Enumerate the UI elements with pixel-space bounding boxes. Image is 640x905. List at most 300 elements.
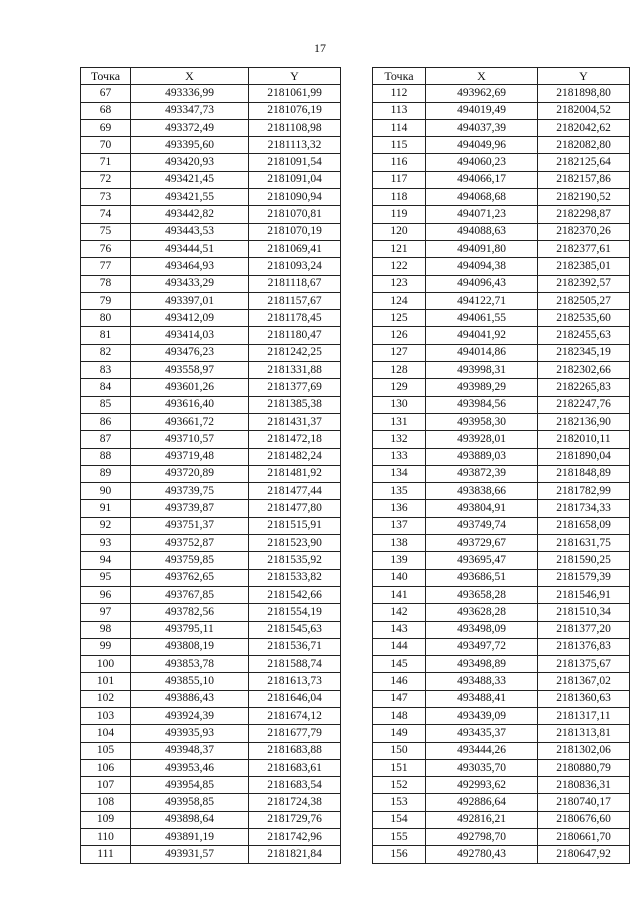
y-cell: 2181375,67 [538, 656, 630, 673]
header-x: X [131, 68, 249, 85]
point-cell: 133 [373, 448, 426, 465]
y-cell: 2181360,63 [538, 690, 630, 707]
x-cell: 493661,72 [131, 413, 249, 430]
x-cell: 494096,43 [426, 275, 538, 292]
y-cell: 2181070,81 [249, 206, 341, 223]
x-cell: 493414,03 [131, 327, 249, 344]
y-cell: 2182535,60 [538, 310, 630, 327]
point-cell: 138 [373, 535, 426, 552]
point-cell: 98 [81, 621, 131, 638]
point-cell: 82 [81, 344, 131, 361]
y-cell: 2181890,04 [538, 448, 630, 465]
x-cell: 493953,46 [131, 759, 249, 776]
x-cell: 493558,97 [131, 362, 249, 379]
point-cell: 72 [81, 171, 131, 188]
x-cell: 493498,89 [426, 656, 538, 673]
table-row [373, 725, 630, 742]
y-cell: 2181070,19 [249, 223, 341, 240]
x-cell: 494049,96 [426, 137, 538, 154]
point-cell: 136 [373, 500, 426, 517]
table-row [373, 240, 630, 257]
point-cell: 151 [373, 759, 426, 776]
y-cell: 2181683,88 [249, 742, 341, 759]
x-cell: 493616,40 [131, 396, 249, 413]
point-cell: 141 [373, 586, 426, 603]
y-cell: 2181242,25 [249, 344, 341, 361]
x-cell: 493488,41 [426, 690, 538, 707]
table-row [81, 707, 341, 724]
point-cell: 84 [81, 379, 131, 396]
x-cell: 493838,66 [426, 483, 538, 500]
table-row [373, 707, 630, 724]
x-cell: 493421,55 [131, 189, 249, 206]
table-row [81, 759, 341, 776]
y-cell: 2181674,12 [249, 707, 341, 724]
x-cell: 493435,37 [426, 725, 538, 742]
point-cell: 146 [373, 673, 426, 690]
x-cell: 493397,01 [131, 292, 249, 309]
y-cell: 2181848,89 [538, 465, 630, 482]
table-row [81, 137, 341, 154]
page-number: 17 [314, 41, 326, 55]
table-row [81, 379, 341, 396]
point-cell: 119 [373, 206, 426, 223]
point-cell: 126 [373, 327, 426, 344]
x-cell: 493601,26 [131, 379, 249, 396]
table-row [373, 604, 630, 621]
y-cell: 2181385,38 [249, 396, 341, 413]
x-cell: 494068,68 [426, 189, 538, 206]
x-cell: 493931,57 [131, 846, 249, 863]
y-cell: 2181631,75 [538, 535, 630, 552]
y-cell: 2181510,34 [538, 604, 630, 621]
point-cell: 69 [81, 119, 131, 136]
point-cell: 96 [81, 586, 131, 603]
y-cell: 2181108,98 [249, 119, 341, 136]
y-cell: 2181677,79 [249, 725, 341, 742]
point-cell: 100 [81, 656, 131, 673]
y-cell: 2181482,24 [249, 448, 341, 465]
point-cell: 78 [81, 275, 131, 292]
table-row [373, 794, 630, 811]
x-cell: 493958,85 [131, 794, 249, 811]
point-cell: 102 [81, 690, 131, 707]
x-cell: 493412,09 [131, 310, 249, 327]
y-cell: 2181477,80 [249, 500, 341, 517]
table-row [373, 189, 630, 206]
point-cell: 155 [373, 829, 426, 846]
table-row [373, 171, 630, 188]
point-cell: 91 [81, 500, 131, 517]
x-cell: 493464,93 [131, 258, 249, 275]
point-cell: 140 [373, 569, 426, 586]
y-cell: 2181683,61 [249, 759, 341, 776]
point-cell: 94 [81, 552, 131, 569]
table-row [81, 119, 341, 136]
point-cell: 147 [373, 690, 426, 707]
table-row [81, 431, 341, 448]
point-cell: 87 [81, 431, 131, 448]
x-cell: 493420,93 [131, 154, 249, 171]
header-y: Y [538, 68, 630, 85]
x-cell: 493891,19 [131, 829, 249, 846]
table-body-left [81, 85, 341, 863]
x-cell: 493372,49 [131, 119, 249, 136]
y-cell: 2182385,01 [538, 258, 630, 275]
coordinates-table-left [80, 67, 341, 864]
table-row [373, 656, 630, 673]
table-row [81, 448, 341, 465]
point-cell: 104 [81, 725, 131, 742]
point-cell: 115 [373, 137, 426, 154]
y-cell: 2182377,61 [538, 240, 630, 257]
x-cell: 494019,49 [426, 102, 538, 119]
point-cell: 112 [373, 85, 426, 102]
point-cell: 68 [81, 102, 131, 119]
x-cell: 493476,23 [131, 344, 249, 361]
x-cell: 493886,43 [131, 690, 249, 707]
table-row [81, 725, 341, 742]
table-row [373, 85, 630, 102]
point-cell: 132 [373, 431, 426, 448]
table-row [81, 656, 341, 673]
point-cell: 77 [81, 258, 131, 275]
table-row [81, 483, 341, 500]
y-cell: 2181376,83 [538, 638, 630, 655]
point-cell: 117 [373, 171, 426, 188]
point-cell: 121 [373, 240, 426, 257]
y-cell: 2180740,17 [538, 794, 630, 811]
table-row [373, 310, 630, 327]
point-cell: 123 [373, 275, 426, 292]
point-cell: 110 [81, 829, 131, 846]
point-cell: 150 [373, 742, 426, 759]
y-cell: 2181523,90 [249, 535, 341, 552]
y-cell: 2181546,91 [538, 586, 630, 603]
x-cell: 493808,19 [131, 638, 249, 655]
y-cell: 2181821,84 [249, 846, 341, 863]
table-row [373, 465, 630, 482]
table-row [373, 742, 630, 759]
x-cell: 494066,17 [426, 171, 538, 188]
y-cell: 2180880,79 [538, 759, 630, 776]
table-row [373, 344, 630, 361]
x-cell: 493439,09 [426, 707, 538, 724]
x-cell: 493395,60 [131, 137, 249, 154]
table-row [373, 500, 630, 517]
table-row [373, 258, 630, 275]
table-row [373, 483, 630, 500]
table-row [373, 673, 630, 690]
y-cell: 2181377,20 [538, 621, 630, 638]
header-row [373, 68, 630, 85]
point-cell: 113 [373, 102, 426, 119]
y-cell: 2182247,76 [538, 396, 630, 413]
x-cell: 493336,99 [131, 85, 249, 102]
table-row [81, 586, 341, 603]
header-x: X [426, 68, 538, 85]
table-row [373, 759, 630, 776]
point-cell: 109 [81, 811, 131, 828]
table-row [81, 102, 341, 119]
x-cell: 493433,29 [131, 275, 249, 292]
x-cell: 493962,69 [426, 85, 538, 102]
table-row [373, 327, 630, 344]
coordinates-table-right [372, 67, 630, 864]
table-row [373, 223, 630, 240]
x-cell: 494091,80 [426, 240, 538, 257]
x-cell: 493749,74 [426, 517, 538, 534]
y-cell: 2181481,92 [249, 465, 341, 482]
x-cell: 493898,64 [131, 811, 249, 828]
y-cell: 2181069,41 [249, 240, 341, 257]
table-row [373, 621, 630, 638]
table-row [373, 846, 630, 863]
table-row [373, 448, 630, 465]
table-row [81, 275, 341, 292]
x-cell: 493958,30 [426, 413, 538, 430]
y-cell: 2182455,63 [538, 327, 630, 344]
x-cell: 493497,72 [426, 638, 538, 655]
table-row [81, 396, 341, 413]
x-cell: 493686,51 [426, 569, 538, 586]
point-cell: 85 [81, 396, 131, 413]
point-cell: 128 [373, 362, 426, 379]
table-row [373, 396, 630, 413]
y-cell: 2181061,99 [249, 85, 341, 102]
table-row [373, 206, 630, 223]
x-cell: 493751,37 [131, 517, 249, 534]
point-cell: 130 [373, 396, 426, 413]
point-cell: 90 [81, 483, 131, 500]
y-cell: 2182505,27 [538, 292, 630, 309]
y-cell: 2181076,19 [249, 102, 341, 119]
x-cell: 494041,92 [426, 327, 538, 344]
point-cell: 73 [81, 189, 131, 206]
table-row [81, 327, 341, 344]
y-cell: 2181091,04 [249, 171, 341, 188]
x-cell: 493752,87 [131, 535, 249, 552]
x-cell: 494088,63 [426, 223, 538, 240]
y-cell: 2181477,44 [249, 483, 341, 500]
table-row [81, 552, 341, 569]
x-cell: 493954,85 [131, 777, 249, 794]
y-cell: 2180836,31 [538, 777, 630, 794]
x-cell: 493710,57 [131, 431, 249, 448]
point-cell: 75 [81, 223, 131, 240]
y-cell: 2181313,81 [538, 725, 630, 742]
point-cell: 137 [373, 517, 426, 534]
point-cell: 120 [373, 223, 426, 240]
point-cell: 81 [81, 327, 131, 344]
table-row [81, 569, 341, 586]
table-row [81, 223, 341, 240]
point-cell: 76 [81, 240, 131, 257]
table-row [373, 638, 630, 655]
y-cell: 2182345,19 [538, 344, 630, 361]
x-cell: 493739,87 [131, 500, 249, 517]
table-row [81, 292, 341, 309]
header-point: Точка [81, 68, 131, 85]
point-cell: 79 [81, 292, 131, 309]
y-cell: 2181367,02 [538, 673, 630, 690]
table-row [81, 85, 341, 102]
x-cell: 493889,03 [426, 448, 538, 465]
point-cell: 70 [81, 137, 131, 154]
y-cell: 2181180,47 [249, 327, 341, 344]
table-row [81, 171, 341, 188]
x-cell: 493984,56 [426, 396, 538, 413]
y-cell: 2182042,62 [538, 119, 630, 136]
header-y: Y [249, 68, 341, 85]
header-point: Точка [373, 68, 426, 85]
table-row [373, 431, 630, 448]
point-cell: 153 [373, 794, 426, 811]
point-cell: 122 [373, 258, 426, 275]
table-row [373, 275, 630, 292]
y-cell: 2182370,26 [538, 223, 630, 240]
table-row [81, 344, 341, 361]
point-cell: 105 [81, 742, 131, 759]
table-row [81, 829, 341, 846]
x-cell: 493935,93 [131, 725, 249, 742]
x-cell: 494094,38 [426, 258, 538, 275]
x-cell: 494014,86 [426, 344, 538, 361]
x-cell: 494060,23 [426, 154, 538, 171]
table-row [81, 621, 341, 638]
x-cell: 493759,85 [131, 552, 249, 569]
x-cell: 492816,21 [426, 811, 538, 828]
table-row [373, 379, 630, 396]
y-cell: 2181157,67 [249, 292, 341, 309]
y-cell: 2181646,04 [249, 690, 341, 707]
x-cell: 493853,78 [131, 656, 249, 673]
point-cell: 142 [373, 604, 426, 621]
x-cell: 494122,71 [426, 292, 538, 309]
x-cell: 493443,53 [131, 223, 249, 240]
x-cell: 493998,31 [426, 362, 538, 379]
y-cell: 2181545,63 [249, 621, 341, 638]
point-cell: 106 [81, 759, 131, 776]
x-cell: 493488,33 [426, 673, 538, 690]
point-cell: 92 [81, 517, 131, 534]
table-row [373, 362, 630, 379]
y-cell: 2181579,39 [538, 569, 630, 586]
x-cell: 493442,82 [131, 206, 249, 223]
point-cell: 93 [81, 535, 131, 552]
table-row [81, 846, 341, 863]
table-row [81, 465, 341, 482]
y-cell: 2181742,96 [249, 829, 341, 846]
y-cell: 2181898,80 [538, 85, 630, 102]
x-cell: 493762,65 [131, 569, 249, 586]
x-cell: 493498,09 [426, 621, 538, 638]
table-row [81, 240, 341, 257]
y-cell: 2180676,60 [538, 811, 630, 828]
y-cell: 2182302,66 [538, 362, 630, 379]
x-cell: 492798,70 [426, 829, 538, 846]
point-cell: 125 [373, 310, 426, 327]
point-cell: 144 [373, 638, 426, 655]
y-cell: 2181331,88 [249, 362, 341, 379]
x-cell: 493804,91 [426, 500, 538, 517]
point-cell: 71 [81, 154, 131, 171]
y-cell: 2182265,83 [538, 379, 630, 396]
point-cell: 86 [81, 413, 131, 430]
x-cell: 494061,55 [426, 310, 538, 327]
x-cell: 493719,48 [131, 448, 249, 465]
table-row [81, 154, 341, 171]
table-row [373, 137, 630, 154]
y-cell: 2181472,18 [249, 431, 341, 448]
point-cell: 74 [81, 206, 131, 223]
y-cell: 2181729,76 [249, 811, 341, 828]
y-cell: 2181431,37 [249, 413, 341, 430]
y-cell: 2181302,06 [538, 742, 630, 759]
y-cell: 2181178,45 [249, 310, 341, 327]
table-row [81, 690, 341, 707]
point-cell: 114 [373, 119, 426, 136]
y-cell: 2182298,87 [538, 206, 630, 223]
table-row [81, 258, 341, 275]
table-row [81, 604, 341, 621]
y-cell: 2181542,66 [249, 586, 341, 603]
table-row [81, 517, 341, 534]
y-cell: 2182157,86 [538, 171, 630, 188]
table-row [373, 777, 630, 794]
x-cell: 494037,39 [426, 119, 538, 136]
table-row [373, 517, 630, 534]
y-cell: 2182004,52 [538, 102, 630, 119]
y-cell: 2182190,52 [538, 189, 630, 206]
y-cell: 2181093,24 [249, 258, 341, 275]
x-cell: 493948,37 [131, 742, 249, 759]
point-cell: 143 [373, 621, 426, 638]
y-cell: 2181658,09 [538, 517, 630, 534]
y-cell: 2181090,94 [249, 189, 341, 206]
y-cell: 2181724,38 [249, 794, 341, 811]
x-cell: 493444,26 [426, 742, 538, 759]
y-cell: 2181317,11 [538, 707, 630, 724]
point-cell: 83 [81, 362, 131, 379]
y-cell: 2181554,19 [249, 604, 341, 621]
y-cell: 2181515,91 [249, 517, 341, 534]
point-cell: 101 [81, 673, 131, 690]
x-cell: 493444,51 [131, 240, 249, 257]
table-row [81, 794, 341, 811]
point-cell: 152 [373, 777, 426, 794]
x-cell: 493855,10 [131, 673, 249, 690]
point-cell: 108 [81, 794, 131, 811]
point-cell: 89 [81, 465, 131, 482]
y-cell: 2180661,70 [538, 829, 630, 846]
point-cell: 156 [373, 846, 426, 863]
table-row [373, 413, 630, 430]
point-cell: 99 [81, 638, 131, 655]
table-row [373, 829, 630, 846]
y-cell: 2182010,11 [538, 431, 630, 448]
table-row [81, 413, 341, 430]
x-cell: 493421,45 [131, 171, 249, 188]
y-cell: 2182136,90 [538, 413, 630, 430]
table-row [373, 292, 630, 309]
x-cell: 493035,70 [426, 759, 538, 776]
y-cell: 2182125,64 [538, 154, 630, 171]
y-cell: 2181118,67 [249, 275, 341, 292]
point-cell: 149 [373, 725, 426, 742]
x-cell: 494071,23 [426, 206, 538, 223]
table-row [373, 690, 630, 707]
